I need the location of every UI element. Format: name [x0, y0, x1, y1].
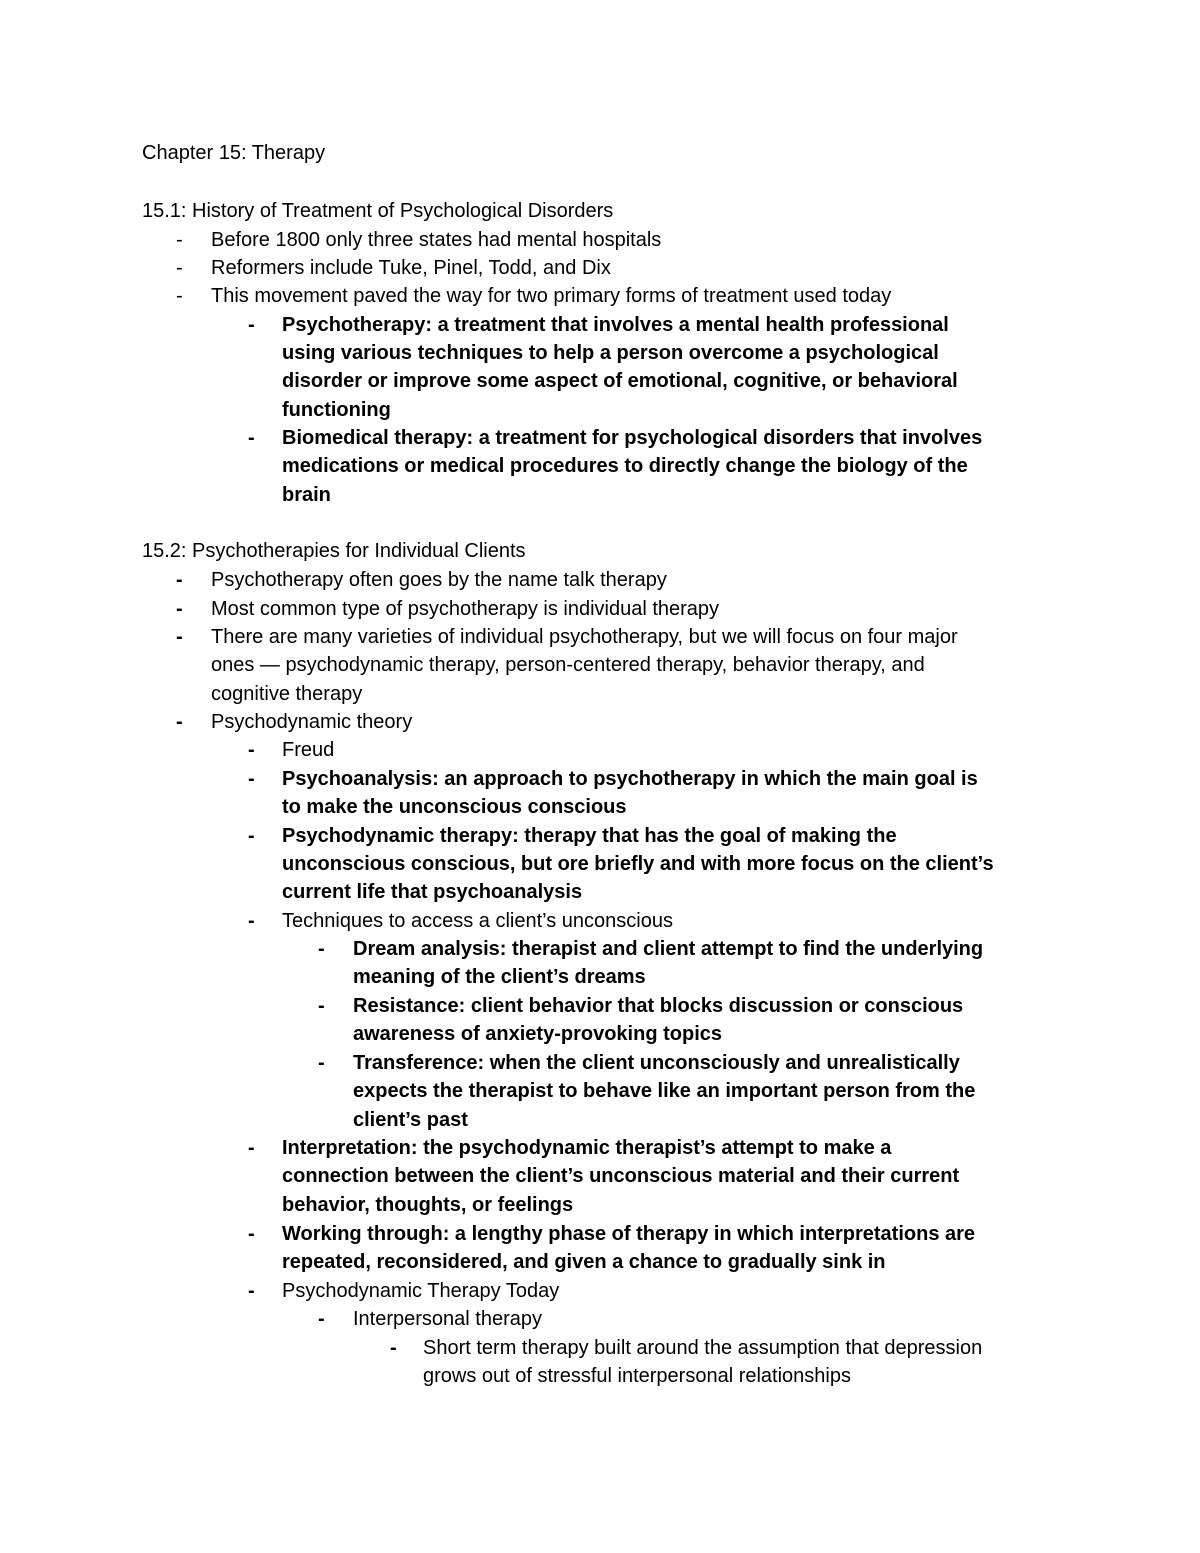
- bullet-dash: -: [318, 1052, 325, 1074]
- bullet-dash: -: [390, 1337, 397, 1359]
- list-item-line: Biomedical therapy: a treatment for psychological disorders that involves: [282, 427, 983, 449]
- list-item-line: Psychoanalysis: an approach to psychotherapy in which the main goal is: [282, 768, 978, 790]
- bullet-dash: -: [248, 825, 255, 847]
- list-item-line: Psychotherapy: a treatment that involves a mental health professional: [282, 314, 949, 336]
- list-item-line: cognitive therapy: [211, 683, 363, 705]
- list-item-line: Psychodynamic therapy: therapy that has the goal of making the: [282, 825, 897, 847]
- section-heading-15-1: 15.1: History of Treatment of Psychological Disorders: [142, 200, 614, 222]
- list-item: Before 1800 only three states had mental hospitals: [211, 229, 662, 251]
- list-item: Freud: [282, 739, 335, 761]
- bullet-dash: -: [176, 626, 183, 648]
- bullet-dash: -: [176, 285, 183, 307]
- list-item-line: Transference: when the client unconsciously and unrealistically: [353, 1052, 960, 1074]
- bullet-dash: -: [248, 910, 255, 932]
- list-item-line: medications or medical procedures to directly change the biology of the: [282, 455, 968, 477]
- list-item-line: Dream analysis: therapist and client attempt to find the underlying: [353, 938, 984, 960]
- bullet-dash: -: [318, 995, 325, 1017]
- list-item: This movement paved the way for two primary forms of treatment used today: [211, 285, 892, 307]
- list-item-line: There are many varieties of individual psychotherapy, but we will focus on four major: [211, 626, 958, 648]
- list-item: Most common type of psychotherapy is individual therapy: [211, 598, 720, 620]
- bullet-dash: -: [176, 711, 183, 733]
- list-item-line: disorder or improve some aspect of emotional, cognitive, or behavioral: [282, 370, 958, 392]
- list-item: Psychodynamic theory: [211, 711, 413, 733]
- list-item-line: current life that psychoanalysis: [282, 881, 583, 903]
- document-title: Chapter 15: Therapy: [142, 142, 326, 164]
- list-item: Techniques to access a client’s unconscious: [282, 910, 673, 932]
- list-item-line: Working through: a lengthy phase of therapy in which interpretations are: [282, 1223, 976, 1245]
- list-item-line: grows out of stressful interpersonal relationships: [423, 1365, 851, 1387]
- list-item-line: Short term therapy built around the assumption that depression: [423, 1337, 983, 1359]
- bullet-dash: -: [248, 314, 255, 336]
- list-item-line: expects the therapist to behave like an important person from the: [353, 1080, 976, 1102]
- bullet-dash: -: [176, 598, 183, 620]
- bullet-dash: -: [176, 569, 183, 591]
- bullet-dash: -: [176, 229, 183, 251]
- section-heading-15-2: 15.2: Psychotherapies for Individual Clients: [142, 540, 526, 562]
- bullet-dash: -: [248, 1137, 255, 1159]
- list-item-line: using various techniques to help a person overcome a psychological: [282, 342, 939, 364]
- list-item-line: unconscious conscious, but ore briefly and with more focus on the client’s: [282, 853, 994, 875]
- list-item-line: client’s past: [353, 1109, 468, 1131]
- list-item-line: meaning of the client’s dreams: [353, 966, 646, 988]
- bullet-dash: -: [318, 938, 325, 960]
- list-item-line: brain: [282, 484, 331, 506]
- bullet-dash: -: [318, 1308, 325, 1330]
- bullet-dash: -: [176, 257, 183, 279]
- bullet-dash: -: [248, 768, 255, 790]
- list-item: Interpersonal therapy: [353, 1308, 543, 1330]
- bullet-dash: -: [248, 1280, 255, 1302]
- list-item-line: connection between the client’s unconscious material and their current: [282, 1165, 960, 1187]
- list-item-line: functioning: [282, 399, 391, 421]
- list-item: Psychotherapy often goes by the name talk therapy: [211, 569, 667, 591]
- list-item-line: awareness of anxiety-provoking topics: [353, 1023, 722, 1045]
- list-item: Psychodynamic Therapy Today: [282, 1280, 560, 1302]
- bullet-dash: -: [248, 1223, 255, 1245]
- list-item-line: Interpretation: the psychodynamic therapist’s attempt to make a: [282, 1137, 892, 1159]
- list-item: Reformers include Tuke, Pinel, Todd, and Dix: [211, 257, 611, 279]
- bullet-dash: -: [248, 427, 255, 449]
- bullet-dash: -: [248, 739, 255, 761]
- list-item-line: to make the unconscious conscious: [282, 796, 627, 818]
- list-item-line: repeated, reconsidered, and given a chance to gradually sink in: [282, 1251, 886, 1273]
- list-item-line: ones — psychodynamic therapy, person-centered therapy, behavior therapy, and: [211, 654, 925, 676]
- list-item-line: Resistance: client behavior that blocks discussion or conscious: [353, 995, 964, 1017]
- list-item-line: behavior, thoughts, or feelings: [282, 1194, 574, 1216]
